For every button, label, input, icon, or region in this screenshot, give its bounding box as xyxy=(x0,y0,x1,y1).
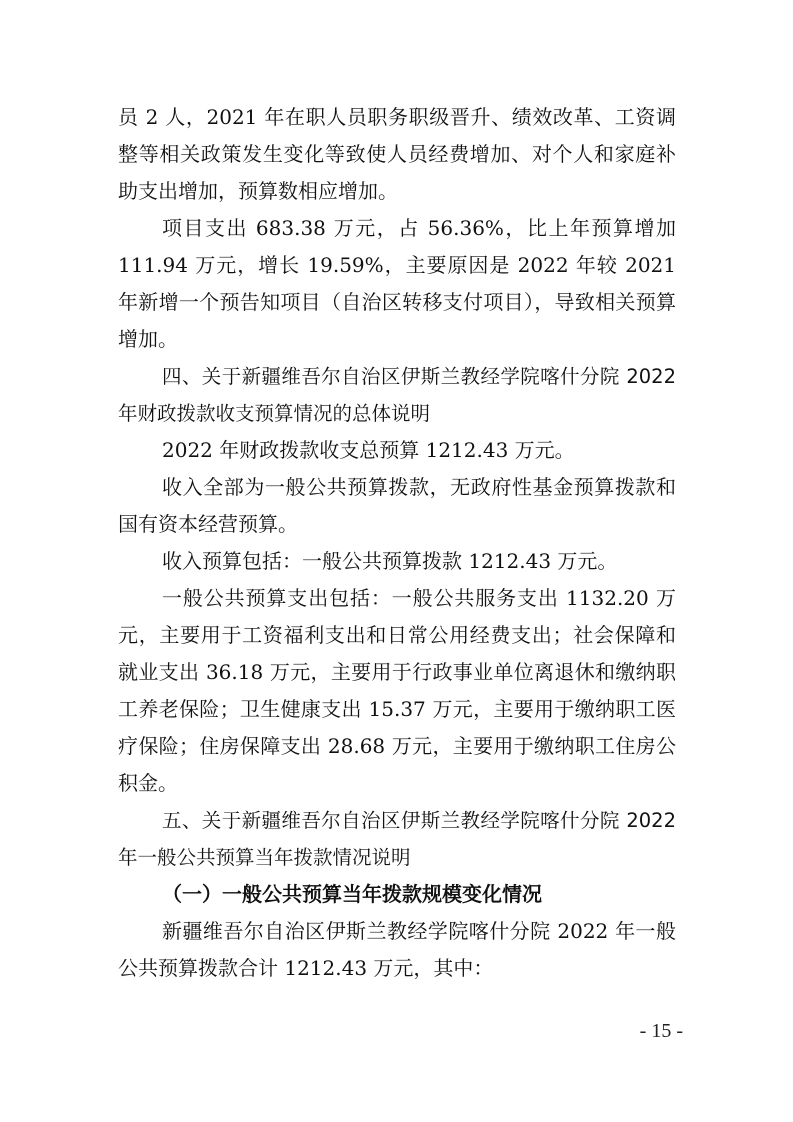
paragraph-income-budget: 收入预算包括：一般公共预算拨款 1212.43 万元。 xyxy=(162,549,618,573)
section-heading-five: 五、关于新疆维吾尔自治区伊斯兰教经学院喀什分院 2022 年一般公共预算当年拨款情况说明 xyxy=(118,809,676,869)
paragraph-expenditure-breakdown: 一般公共预算支出包括：一般公共服务支出 1132.20 万元，主要用于工资福利支出和日常公用经费支出；社会保障和就业支出 36.18 万元，主要用于行政事业单位离退休和缴纳职工养老保险；卫生健康支出 15.37 万元，主要用于缴纳职工医疗保险；住房保障支出 28.68 万元，主要用于缴纳职工住房公积金。 xyxy=(118,586,676,795)
paragraph-income-source: 收入全部为一般公共预算拨款，无政府性基金预算拨款和国有资本经营预算。 xyxy=(118,475,676,536)
paragraph-general-budget-total: 新疆维吾尔自治区伊斯兰教经学院喀什分院 2022 年一般公共预算拨款合计 1212.43 万元，其中： xyxy=(118,919,676,980)
paragraph-project-expenditure: 项目支出 683.38 万元，占 56.36%，比上年预算增加 111.94 万元，增长 19.59%，主要原因是 2022 年较 2021 年新增一个预告知项目（自治区转移支付项目），导致相关预算增加。 xyxy=(118,216,676,351)
page-number: - 15 - xyxy=(639,1020,683,1042)
paragraph-personnel-funding: 员 2 人，2021 年在职人员职务职级晋升、绩效改革、工资调整等相关政策发生变化等致使人员经费增加、对个人和家庭补助支出增加，预算数相应增加。 xyxy=(118,105,676,203)
subsection-heading-one: （一）一般公共预算当年拨款规模变化情况 xyxy=(162,882,542,906)
paragraph-total-budget: 2022 年财政拨款收支总预算 1212.43 万元。 xyxy=(162,438,575,462)
section-heading-four: 四、关于新疆维吾尔自治区伊斯兰教经学院喀什分院 2022 年财政拨款收支预算情况的总体说明 xyxy=(118,365,676,425)
